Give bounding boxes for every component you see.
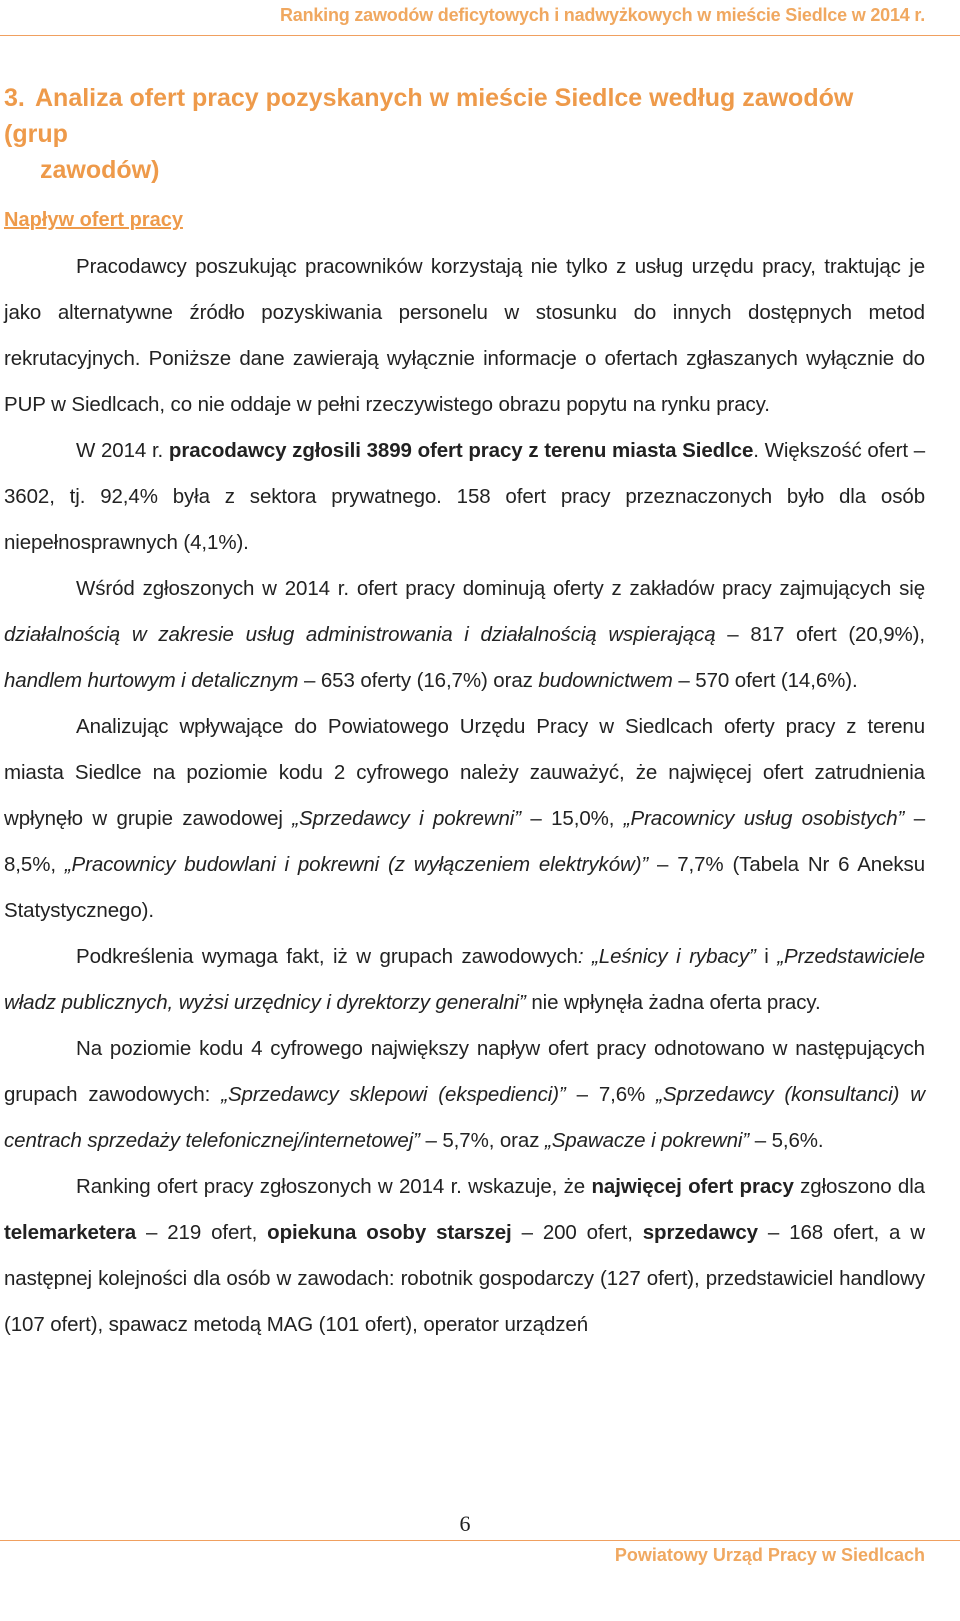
footer-divider — [0, 1540, 960, 1541]
text-run: – 219 ofert, — [136, 1221, 268, 1244]
text-run: Podkreślenia wymaga fakt, iż w grupach zawodowych — [76, 945, 578, 968]
italic-run: „Pracownicy usług osobistych” — [623, 807, 905, 830]
text-run: Pracodawcy poszukując pracowników korzystają nie tylko z usług urzędu pracy, traktując je jako alternatywne źródło pozyskiwania personelu w stosunku do innych dostępnych metod rekrutacyjnych. Poniższe dane zawierają wyłącznie informacje o ofertach zgłaszanych wyłącznie do PUP w Siedlcach, co nie oddaje w pełni rzeczywistego obrazu popytu na rynku pracy. — [4, 255, 925, 416]
text-run: Na poziomie kodu 4 cyfrowego największy napływ ofert pracy odnotowano w następujących grupach zawodowych: — [4, 1037, 925, 1106]
italic-run: „Sprzedawcy (konsultanci) w centrach sprzedaży telefonicznej/internetowej” — [4, 1083, 925, 1152]
paragraph-4 — [4, 704, 925, 934]
italic-run: „Sprzedawcy i pokrewni” — [292, 807, 521, 830]
italic-run: „Przedstawiciele władz publicznych, wyżsi urzędnicy i dyrektorzy generalni” — [4, 945, 925, 1014]
page-number: 6 — [459, 1511, 471, 1536]
text-run: Analizując wpływające do Powiatowego Urzędu Pracy w Siedlcach oferty pracy z terenu miasta Siedlce na poziomie kodu 2 cyfrowego należy zauważyć, że najwięcej ofert zatrudnienia wpłynęło w grupie zawodowej — [4, 715, 925, 830]
subheading: Napływ ofert pracy — [4, 209, 183, 231]
header-title: Ranking zawodów deficytowych i nadwyżkowych w mieście Siedlce w 2014 r. — [279, 5, 925, 25]
section-title-line2: zawodów) — [40, 156, 160, 184]
text-run: – 8,5%, — [4, 807, 925, 876]
text-run: zgłoszono dla — [793, 1175, 925, 1198]
text-run: – 5,7%, oraz — [419, 1129, 545, 1152]
italic-run: „Sprzedawcy sklepowi (ekspedienci)” — [221, 1083, 566, 1106]
bold-run: pracodawcy zgłosili 3899 ofert pracy z terenu miasta Siedlce — [168, 439, 754, 462]
text-run: i — [755, 945, 778, 968]
bold-run: telemarketera — [4, 1221, 137, 1244]
paragraph-5 — [4, 934, 925, 1026]
page-header — [0, 0, 960, 30]
bold-run: sprzedawcy — [642, 1221, 758, 1244]
section-number: 3. — [4, 84, 25, 112]
paragraph-6 — [4, 1026, 925, 1164]
section-heading — [4, 80, 924, 188]
footer-text: Powiatowy Urząd Pracy w Siedlcach — [614, 1545, 925, 1565]
text-run: . Większość ofert – 3602, tj. 92,4% była z sektora prywatnego. 158 ofert pracy przeznaczonych było dla osób niepełnosprawnych (4,1%). — [4, 439, 926, 554]
italic-run: „Pracownicy budowlani i pokrewni (z wyłączeniem elektryków)” — [64, 853, 649, 876]
text-run: – 7,6% — [565, 1083, 657, 1106]
bold-run: opiekuna osoby starszej — [267, 1221, 512, 1244]
text-run: Wśród zgłoszonych w 2014 r. ofert pracy dominują oferty z zakładów pracy zajmujących się — [76, 577, 925, 600]
text-run: – 15,0%, — [520, 807, 624, 830]
text-run: – 653 oferty (16,7%) oraz — [298, 669, 539, 692]
text-run: – 817 ofert (20,9%), — [715, 623, 925, 646]
paragraph-3 — [4, 566, 925, 704]
paragraph-1 — [4, 244, 925, 428]
text-run: nie wpłynęła żadna oferta pracy. — [525, 991, 821, 1014]
text-run: Ranking ofert pracy zgłoszonych w 2014 r. wskazuje, że — [76, 1175, 592, 1198]
italic-run: : „Leśnicy i rybacy” — [577, 945, 756, 968]
italic-run: handlem hurtowym i detalicznym — [4, 669, 299, 692]
text-run: – 5,6%. — [749, 1129, 824, 1152]
text-run: W 2014 r. — [76, 439, 169, 462]
text-run: – 168 ofert, a w następnej kolejności dla osób w zawodach: robotnik gospodarczy (127 ofert), przedstawiciel handlowy (107 ofert), spawacz metodą MAG (101 ofert), operator urządzeń — [4, 1221, 926, 1336]
section-title-line1: Analiza ofert pracy pozyskanych w mieście Siedlce według zawodów (grup — [4, 84, 854, 148]
paragraph-7 — [4, 1164, 925, 1348]
header-divider — [0, 35, 960, 36]
text-run: – 200 ofert, — [511, 1221, 643, 1244]
paragraph-2 — [4, 428, 925, 566]
text-run: – 7,7% (Tabela Nr 6 Aneksu Statystycznego). — [4, 853, 925, 922]
italic-run: „Spawacze i pokrewni” — [544, 1129, 750, 1152]
body-text — [4, 244, 925, 1348]
italic-run: budownictwem — [538, 669, 673, 692]
text-run: – 570 ofert (14,6%). — [672, 669, 858, 692]
italic-run: działalnością w zakresie usług administrowania i działalnością wspierającą — [4, 623, 716, 646]
bold-run: najwięcej ofert pracy — [591, 1175, 794, 1198]
